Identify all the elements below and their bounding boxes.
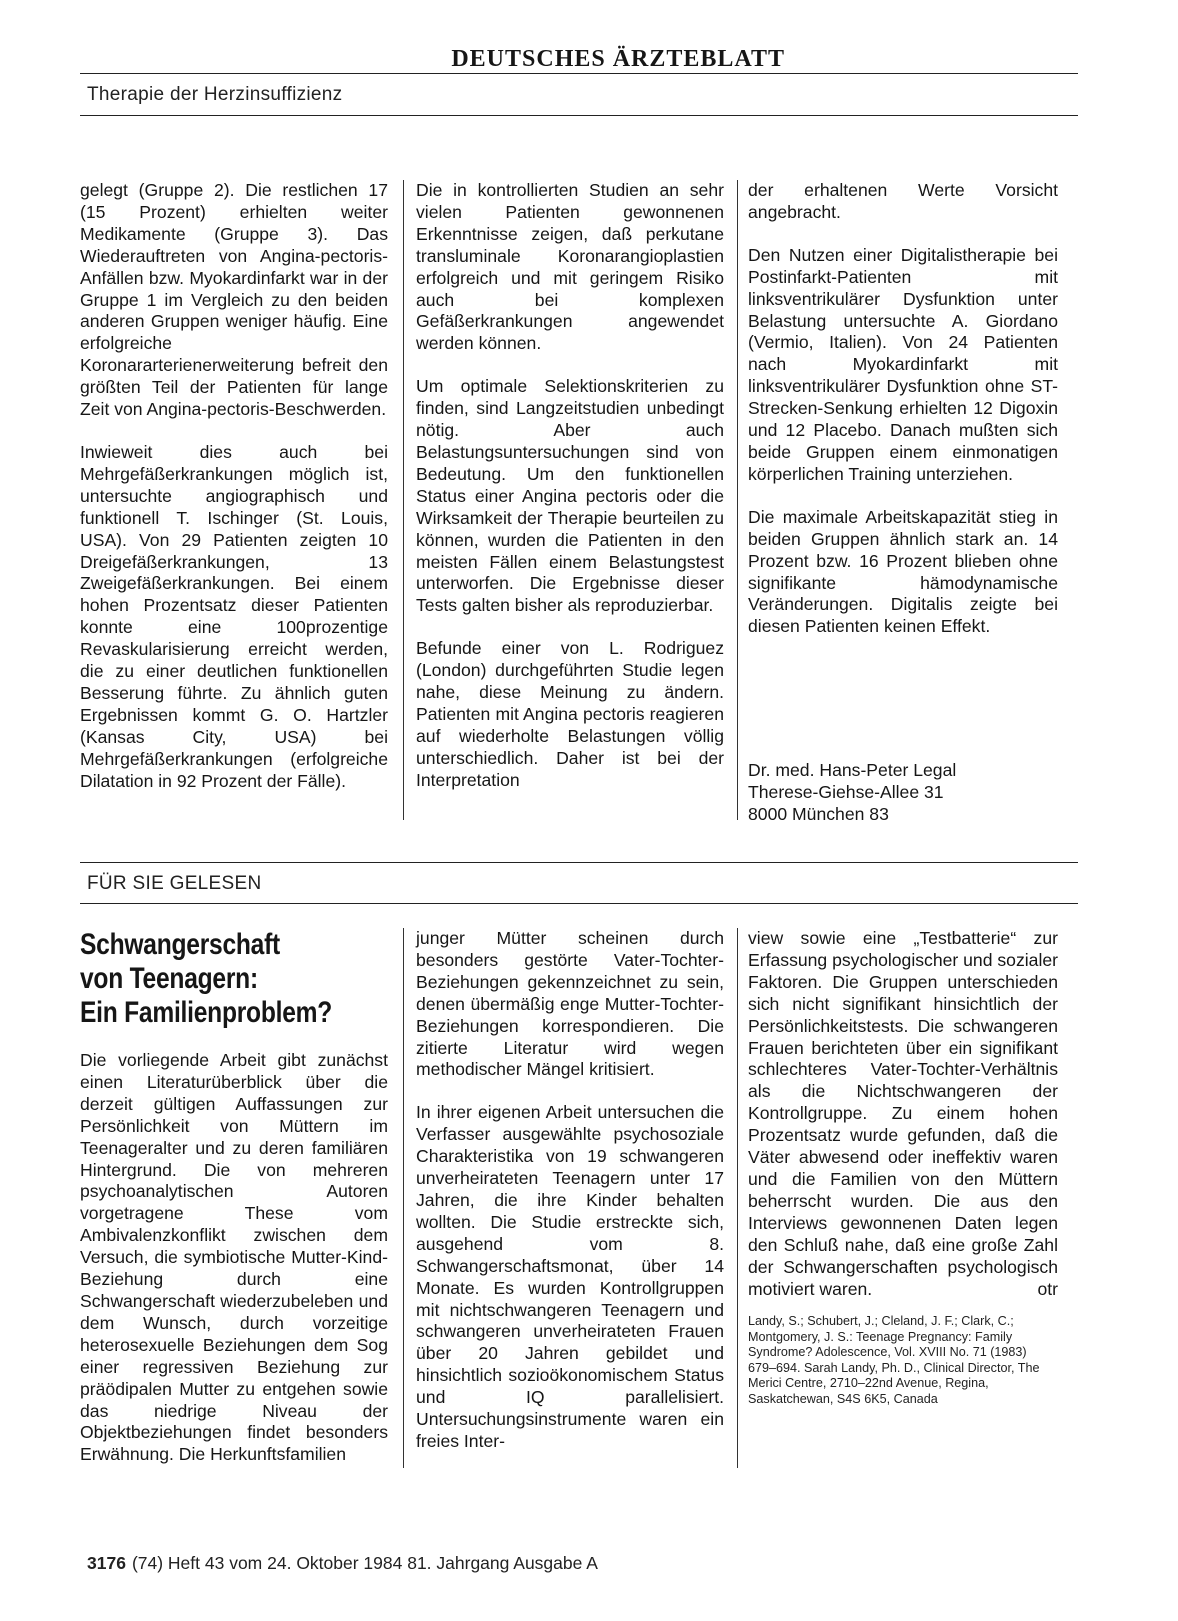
column-divider xyxy=(403,928,404,1468)
reference: Landy, S.; Schubert, J.; Cleland, J. F.; Clark, C.; Montgomery, J. S.: Teenage Pregnancy: Family Syndrome? Adolescence, Vol. XVIII No. 71 (1983) 679–694. Sarah Landy, Ph. D., Clinical Director, The Merici Centre, 2710–22nd Avenue, Regina, Saskatchewan, S4S 6K5, Canada xyxy=(748,1314,1040,1406)
paragraph: junger Mütter scheinen durch besonders gestörte Vater-Tochter-Beziehungen gekennzeichnet zu sein, denen übermäßig enge Mutter-Tochter-Beziehungen korrespondieren. Die zitierte Literatur wird wegen methodischer Mängel kritisiert. xyxy=(416,928,724,1080)
paragraph: Die vorliegende Arbeit gibt zunächst einen Literaturüberblick über die derzeit gültigen Auffassungen zur Persönlichkeit von Müttern im Teenageralter und zu deren familiären Hintergrund. Die von mehreren psychoanalytischen Autoren vorgetragene These vom Ambivalenzkonflikt zwischen dem Versuch, die symbiotische Mutter-Kind-Beziehung durch eine Schwangerschaft wiederzubeleben und dem Wunsch, durch vorzeitige heterosexuelle Beziehungen dem Sog einer regressiven Beziehung zur präödipalen Mutter zu entgehen sowie das niedrige Niveau der Objektbeziehungen findet besonders Erwähnung. Die Herkunftsfamilien xyxy=(80,1050,388,1465)
paragraph: der erhaltenen Werte Vorsicht angebracht. xyxy=(748,180,1058,222)
column-divider xyxy=(403,180,404,820)
bottom-column-2 xyxy=(416,928,724,1474)
bottom-section-label: FÜR SIE GELESEN xyxy=(87,873,262,894)
page-number: 3176 xyxy=(87,1553,126,1573)
column-divider xyxy=(737,928,738,1468)
paragraph: gelegt (Gruppe 2). Die restlichen 17 (15 Prozent) erhielten weiter Medikamente (Gruppe 3). Das Wiederauftreten von Angina-pectoris-Anfällen bzw. Myokardinfarkt war in der Gruppe 1 im Vergleich zu den beiden anderen Gruppen weniger häufig. Eine erfolgreiche Koronararterienerweiterung befreit den größten Teil der Patienten für lange Zeit von Angina-pectoris-Beschwerden. xyxy=(80,180,388,420)
section-rule xyxy=(80,115,1078,116)
author-signature: otr xyxy=(1037,1278,1058,1299)
paragraph: Befunde einer von L. Rodriguez (London) durchgeführten Studie legen nahe, diese Meinung zu ändern. Patienten mit Angina pectoris reagieren auf wiederholte Belastungen völlig unterschiedlich. Daher ist bei der Interpretation xyxy=(416,638,724,790)
author-city: 8000 München 83 xyxy=(748,803,889,824)
top-column-2 xyxy=(416,180,724,813)
section-title: Therapie der Herzinsuffizienz xyxy=(87,84,343,105)
masthead-rule xyxy=(80,73,1078,74)
bottom-column-1 xyxy=(80,928,388,1487)
issue-info: (74) Heft 43 vom 24. Oktober 1984 81. Jahrgang Ausgabe A xyxy=(131,1553,598,1573)
column-divider xyxy=(737,180,738,820)
page-footer xyxy=(87,1553,598,1574)
paragraph: Inwieweit dies auch bei Mehrgefäßerkrankungen möglich ist, untersuchte angiographisch und funktionell T. Ischinger (St. Louis, USA). Von 29 Patienten zeigten 10 Dreigefäßerkrankungen, 13 Zweigefäßerkrankungen. Bei einem hohen Prozentsatz dieser Patienten konnte eine 100prozentige Revaskularisierung erreicht werden, die zu einer deutlichen funktionellen Besserung führte. Zu ähnlich guten Ergebnissen kommt G. O. Hartzler (Kansas City, USA) bei Mehrgefäßerkrankungen (erfolgreiche Dilatation in 92 Prozent der Fälle). xyxy=(80,441,388,791)
paragraph: Den Nutzen einer Digitalistherapie bei Postinfarkt-Patienten mit linksventrikulärer Dysfunktion unter Belastung untersuchte A. Giordano (Vermio, Italien). Von 24 Patienten nach Myokardinfarkt mit linksventrikulärer Dysfunktion ohne ST-Strecken-Senkung erhielten 12 Digoxin und 12 Placebo. Danach mußten sich beide Gruppen einem einmonatigen körperlichen Training unterziehen. xyxy=(748,244,1058,484)
author-name: Dr. med. Hans-Peter Legal xyxy=(748,760,957,780)
paragraph: In ihrer eigenen Arbeit untersuchen die Verfasser ausgewählte psychosoziale Charakteristika von 19 schwangeren unverheirateten Teenagern unter 17 Jahren, die ihre Kinder behalten wollten. Die Studie erstreckte sich, ausgehend vom 8. Schwangerschaftsmonat, über 14 Monate. Es wurden Kontrollgruppen mit nichtschwangeren Teenagern und schwangeren unverheirateten Frauen über 20 Jahren gebildet und hinsichtlich sozioökonomischem Status und IQ parallelisiert. Untersuchungsinstrumente waren ein freies Inter- xyxy=(416,1102,724,1451)
bottom-section-label-rule xyxy=(80,903,1078,904)
masthead: DEUTSCHES ÄRZTEBLATT xyxy=(451,46,785,72)
bottom-section-rule xyxy=(80,862,1078,863)
bottom-column-3 xyxy=(748,928,1058,1428)
paragraph: Die maximale Arbeitskapazität stieg in beiden Gruppen ähnlich stark an. 14 Prozent bzw. 16 Prozent blieben ohne signifikante hämodynamische Veränderungen. Digitalis zeigte bei diesen Patienten keinen Effekt. xyxy=(748,506,1058,637)
author-address xyxy=(748,760,1058,826)
paragraph: view sowie eine „Testbatterie“ zur Erfassung psychologischer und sozialer Faktoren. Die Gruppen unterschieden sich nicht signifikant hinsichtlich der Persönlichkeitstests. Die schwangeren Frauen berichteten über ein signifikant schlechteres Vater-Tochter-Verhältnis als die Nichtschwangeren der Kontrollgruppe. Zu einem hohen Prozentsatz wurde gefunden, daß die Väter abwesend oder ineffektiv waren und die Familien von den Müttern beherrscht wurden. Die aus den Interviews gewonnenen Daten legen den Schluß nahe, daß eine große Zahl der Schwangerschaften psychologisch motiviert waren. otr xyxy=(748,928,1059,1299)
top-column-1 xyxy=(80,180,388,813)
paragraph: Die in kontrollierten Studien an sehr vielen Patienten gewonnenen Erkenntnisse zeigen, daß perkutane transluminale Koronarangioplastien erfolgreich und mit geringem Risiko auch bei komplexen Gefäßerkrankungen angewendet werden können. xyxy=(416,180,724,354)
paragraph: Um optimale Selektionskriterien zu finden, sind Langzeitstudien unbedingt nötig. Aber auch Belastungsuntersuchungen sind von Bedeutung. Um den funktionellen Status einer Angina pectoris oder die Wirksamkeit der Therapie beurteilen zu können, wurden die Patienten in den meisten Fällen einem Belastungstest unterworfen. Die Ergebnisse dieser Tests galten bisher als reproduzierbar. xyxy=(416,376,724,616)
author-street: Therese-Giehse-Allee 31 xyxy=(748,781,944,802)
top-column-3 xyxy=(748,180,1058,659)
article-headline: Schwangerschaft von Teenagern: Ein Familienproblem? xyxy=(80,928,333,1029)
